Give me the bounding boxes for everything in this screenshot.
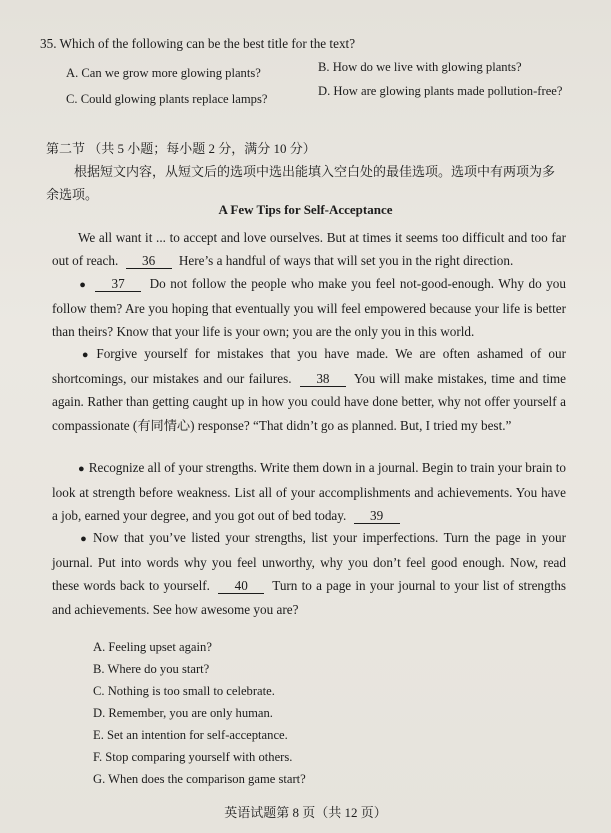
paragraph-1-text: We all want it ... to accept and love ourselves. But at times it seems too difficult and too far out of reach. (52, 230, 566, 269)
paragraph-5-text-b: Turn to a page in your journal to your list of strengths and achievements. See how awesome you are? (52, 578, 567, 617)
bullet-icon: ● (78, 279, 88, 291)
passage-paragraph-4 (52, 456, 566, 528)
blank-40: 40 (218, 578, 264, 594)
question-35-option-c: C. Could glowing plants replace lamps? (66, 92, 268, 106)
question-35-option-b: B. How do we live with glowing plants? (318, 60, 522, 74)
choice-e: E. Set an intention for self-acceptance. (93, 728, 288, 742)
paragraph-3-text-b: You will make mistakes, time and time again. Rather than getting caught up in how you could have done better, why not offer yourself a compassionate (有同情心) response? “That didn’t go as planned. But, I tried my best.” (52, 371, 567, 433)
blank-36: 36 (126, 253, 172, 269)
choice-d: D. Remember, you are only human. (93, 706, 273, 720)
passage-paragraph-1 (52, 226, 566, 272)
paragraph-4-text: Recognize all of your strengths. Write them down in a journal. Begin to train your brain to look at strength before weakness. List all of your accomplishments and achievements. You have a job, earned your degree, and you got out of bed today. (52, 460, 566, 524)
choice-f: F. Stop comparing yourself with others. (93, 750, 293, 764)
choice-a: A. Feeling upset again? (93, 640, 212, 654)
blank-39: 39 (354, 508, 400, 524)
passage-paragraph-3 (52, 342, 566, 437)
section-instruction-text: 根据短文内容，从短文后的选项中选出能填入空白处的最佳选项。选项中有两项为多余选项。 (46, 164, 556, 202)
blank-37: 37 (95, 276, 141, 292)
passage-paragraph-2 (52, 272, 566, 344)
bullet-icon: ● (78, 533, 89, 545)
answer-choices (93, 636, 306, 790)
question-35-option-a: A. Can we grow more glowing plants? (66, 66, 261, 80)
section-instruction (46, 160, 566, 206)
paragraph-1-text-b: Here’s a handful of ways that will set you in the right direction. (178, 253, 514, 269)
paragraph-2-text: Do not follow the people who make you feel not-good-enough. Why do you follow them? Are you hoping that eventually you will feel empowered because your life is better than theirs? Know that your life is your own; you are the only you in this world. (52, 276, 566, 340)
passage-title: A Few Tips for Self-Acceptance (218, 202, 393, 217)
choice-c: C. Nothing is too small to celebrate. (93, 684, 275, 698)
bullet-icon: ● (78, 349, 93, 361)
blank-38: 38 (300, 371, 346, 387)
bullet-icon: ● (78, 463, 85, 475)
section-title: 第二节 （共 5 小题；每小题 2 分，满分 10 分） (46, 141, 316, 156)
page-footer: 英语试题第 8 页（共 12 页） (224, 805, 387, 820)
question-35-stem: 35. Which of the following can be the best title for the text? (40, 36, 356, 51)
passage-paragraph-5 (52, 526, 566, 621)
paragraph-5-text: Now that you’ve listed your strengths, list your imperfections. Turn the page in your journal. Put into words why you feel unworthy, why you don’t feel good enough. Now, read these words back to yourself. (52, 530, 566, 594)
question-35-option-d: D. How are glowing plants made pollution-free? (318, 84, 563, 98)
choice-b: B. Where do you start? (93, 662, 210, 676)
paragraph-3-text: Forgive yourself for mistakes that you have made. We are often ashamed of our shortcomings, our mistakes and our failures. (52, 346, 566, 387)
choice-g: G. When does the comparison game start? (93, 772, 306, 786)
